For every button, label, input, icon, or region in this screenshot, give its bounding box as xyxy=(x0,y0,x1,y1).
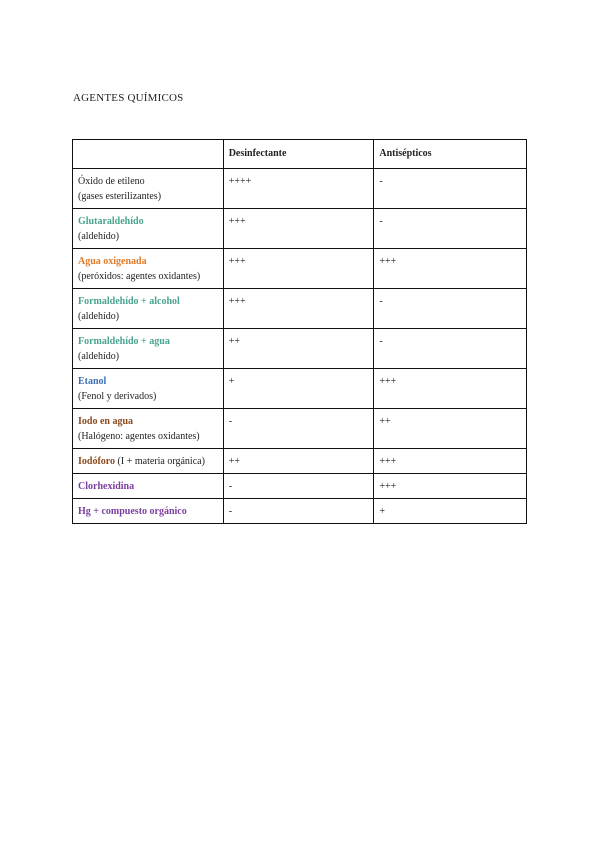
table-row xyxy=(73,289,527,329)
table-row xyxy=(73,209,527,249)
agent-name: Iodo en agua xyxy=(78,416,134,427)
antisepticos-cell: - xyxy=(374,209,527,249)
agent-cell xyxy=(73,409,224,449)
desinfectante-cell: ++ xyxy=(223,329,374,369)
antisepticos-cell: - xyxy=(374,289,527,329)
table-row xyxy=(73,409,527,449)
agent-name: Formaldehído + alcohol xyxy=(78,296,180,307)
agent-note: (aldehído) xyxy=(78,311,120,322)
table-row xyxy=(73,249,527,289)
desinfectante-cell: +++ xyxy=(223,289,374,329)
header-agent xyxy=(73,140,224,169)
table-row xyxy=(73,169,527,209)
desinfectante-cell: ++++ xyxy=(223,169,374,209)
agent-cell xyxy=(73,209,224,249)
header-desinfectante: Desinfectante xyxy=(223,140,374,169)
antisepticos-cell: ++ xyxy=(374,409,527,449)
agent-name: Hg + compuesto orgánico xyxy=(78,506,187,517)
agent-name: Agua oxigenada xyxy=(78,256,147,267)
agent-cell xyxy=(73,499,224,524)
antisepticos-cell: - xyxy=(374,329,527,369)
agent-cell xyxy=(73,289,224,329)
desinfectante-cell: - xyxy=(223,474,374,499)
desinfectante-cell: - xyxy=(223,409,374,449)
table-row xyxy=(73,369,527,409)
agent-note: (aldehído) xyxy=(78,231,120,242)
agent-cell xyxy=(73,474,224,499)
agent-name: Glutaraldehído xyxy=(78,216,144,227)
table-row xyxy=(73,329,527,369)
antisepticos-cell: + xyxy=(374,499,527,524)
agent-name: Formaldehído + agua xyxy=(78,336,170,347)
desinfectante-cell: - xyxy=(223,499,374,524)
table-row xyxy=(73,474,527,499)
agent-name: Etanol xyxy=(78,376,107,387)
table-row xyxy=(73,499,527,524)
chemical-agents-table xyxy=(72,139,527,524)
agent-note: (Halógeno: agentes oxidantes) xyxy=(78,431,200,442)
agent-cell xyxy=(73,369,224,409)
agent-note: (gases esterilizantes) xyxy=(78,191,162,202)
agent-name: Iodóforo xyxy=(78,456,116,467)
agent-name: Clorhexidina xyxy=(78,481,135,492)
agent-note: (I + materia orgánica) xyxy=(117,456,205,467)
antisepticos-cell: +++ xyxy=(374,474,527,499)
agent-cell xyxy=(73,449,224,474)
antisepticos-cell: +++ xyxy=(374,369,527,409)
agent-name: Óxido de etileno xyxy=(78,176,145,187)
agent-cell xyxy=(73,249,224,289)
table-row xyxy=(73,449,527,474)
antisepticos-cell: +++ xyxy=(374,449,527,474)
agent-cell xyxy=(73,329,224,369)
header-antisepticos: Antisépticos xyxy=(374,140,527,169)
desinfectante-cell: ++ xyxy=(223,449,374,474)
agent-cell xyxy=(73,169,224,209)
agent-note: (peróxidos: agentes oxidantes) xyxy=(78,271,201,282)
antisepticos-cell: - xyxy=(374,169,527,209)
table-header-row xyxy=(73,140,527,169)
desinfectante-cell: +++ xyxy=(223,209,374,249)
desinfectante-cell: +++ xyxy=(223,249,374,289)
antisepticos-cell: +++ xyxy=(374,249,527,289)
desinfectante-cell: + xyxy=(223,369,374,409)
agent-note: (Fenol y derivados) xyxy=(78,391,157,402)
page-title: AGENTES QUÍMICOS xyxy=(73,92,184,104)
agent-note: (aldehído) xyxy=(78,351,120,362)
